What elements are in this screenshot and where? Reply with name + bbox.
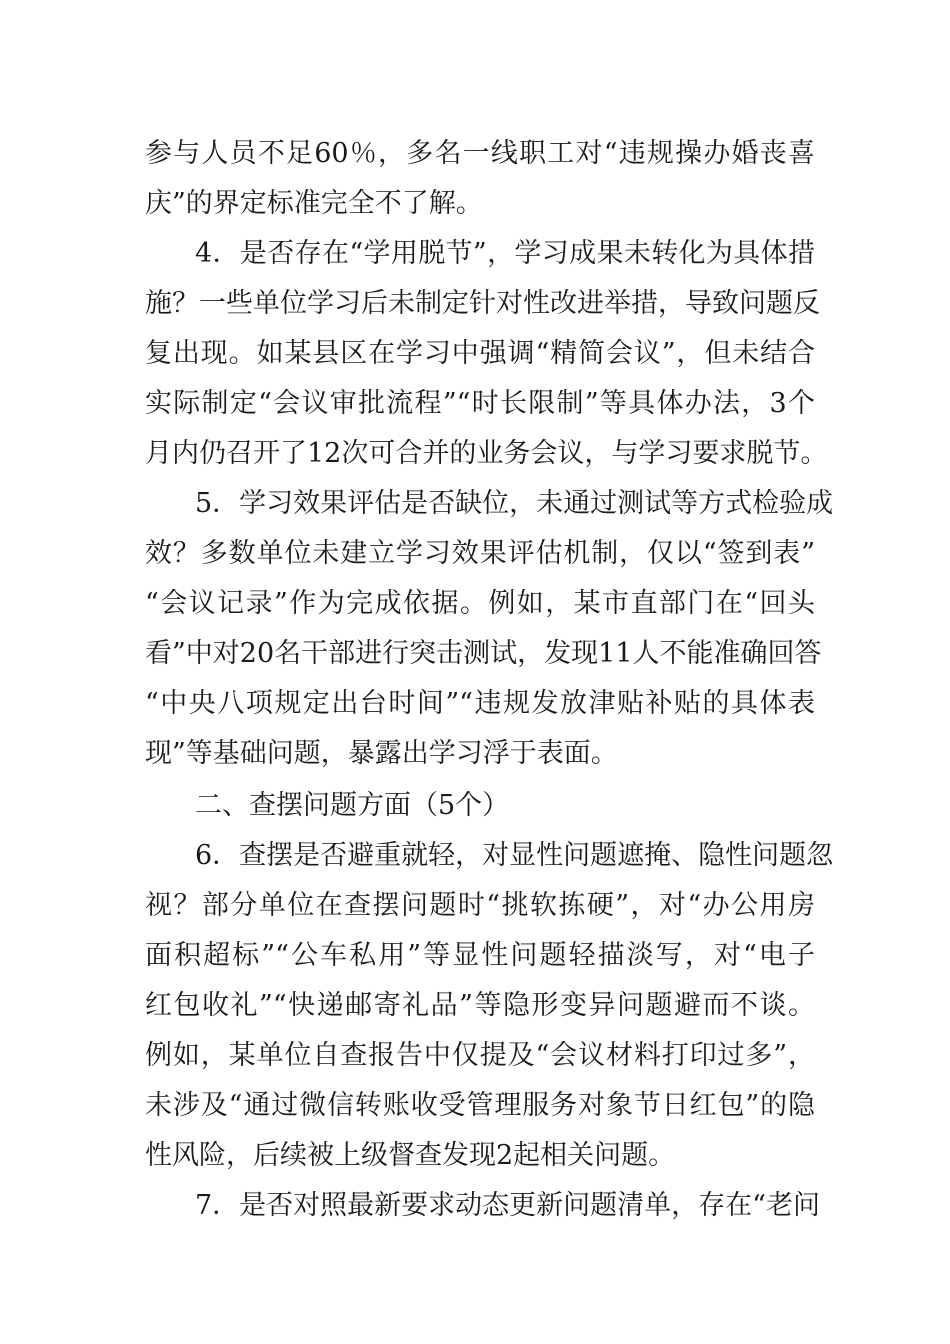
body-text-line: 例如，某单位自查报告中仅提及“会议材料打印过多”， [145,1040,815,1071]
body-text-line: 参与人员不足60％，多名一线职工对“违规操办婚丧喜 [145,138,815,169]
paragraph-5-heading-line: 5．学习效果评估是否缺位，未通过测试等方式检验成 [195,488,834,519]
paragraph-4-heading-line: 4．是否存在“学用脱节”，学习成果未转化为具体措 [195,238,815,269]
body-text-line: 效？多数单位未建立学习效果评估机制，仅以“签到表” [145,538,815,569]
body-text-line: 现”等基础问题，暴露出学习浮于表面。 [145,738,618,769]
body-text-line: 月内仍召开了12次可合并的业务会议，与学习要求脱节。 [145,438,828,469]
paragraph-6-heading-line: 6．查摆是否避重就轻，对显性问题遮掩、隐性问题忽 [195,840,834,871]
body-text-line: 施？一些单位学习后未制定针对性改进举措，导致问题反 [145,288,820,319]
body-text-line: “会议记录”作为完成依据。例如，某市直部门在“回头 [145,588,815,619]
body-text-line: 视？部分单位在查摆问题时“挑软拣硬”，对“办公用房 [145,890,815,921]
paragraph-7-heading-line: 7．是否对照最新要求动态更新问题清单，存在“老问 [195,1190,820,1221]
body-text-line: 未涉及“通过微信转账收受管理服务对象节日红包”的隐 [145,1090,815,1121]
body-text-line: 红包收礼”“快递邮寄礼品”等隐形变异问题避而不谈。 [145,990,815,1021]
body-text-line: 复出现。如某县区在学习中强调“精简会议”，但未结合 [145,338,815,369]
section-heading: 二、查摆问题方面（5个） [195,790,510,821]
body-text-line: 庆”的界定标准完全不了解。 [145,188,483,219]
body-text-line: 面积超标”“公车私用”等显性问题轻描淡写，对“电子 [145,940,815,971]
body-text-line: 看”中对20名干部进行突击测试，发现11人不能准确回答 [145,638,822,669]
body-text-line: 实际制定“会议审批流程”“时长限制”等具体办法，3个 [145,388,815,419]
body-text-line: “中央八项规定出台时间”“违规发放津贴补贴的具体表 [145,688,815,719]
body-text-line: 性风险，后续被上级督查发现2起相关问题。 [145,1140,676,1171]
